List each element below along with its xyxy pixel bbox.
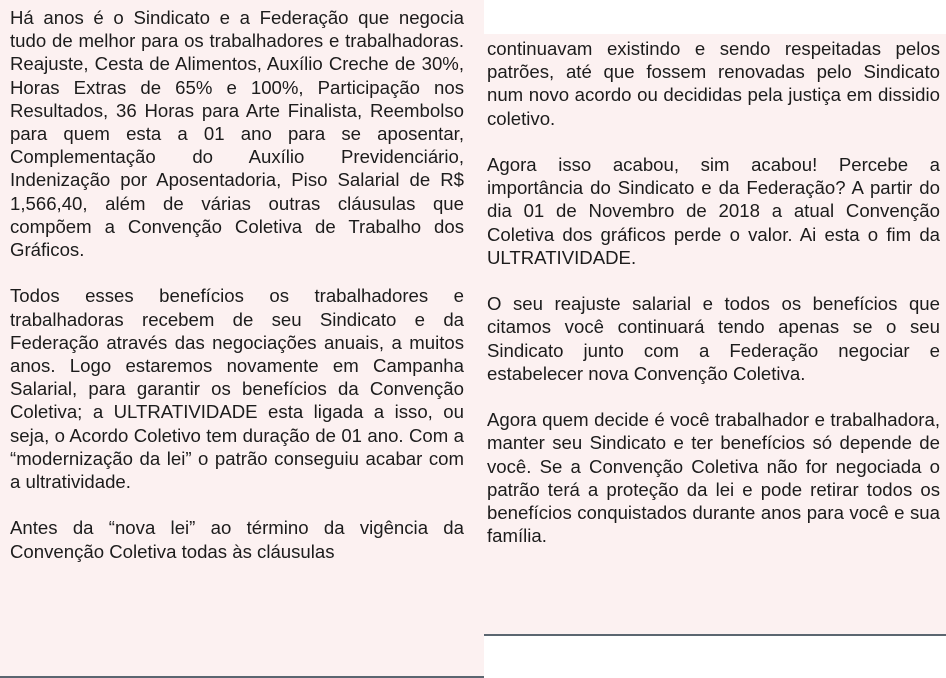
paragraph-benefits-list: Há anos é o Sindicato e a Federação que negocia tudo de melhor para os trabalhadores e trabalhadoras. Reajuste, Cesta de Alimentos, Auxílio Creche de 30%, Horas Extras de 65% e 100%, Participação nos Resultados, 36 Horas para Arte Finalista, Reembolso para quem esta a 01 ano para se aposentar, Complementação do Auxílio Previdenciário, Indenização por Aposentadoria, Piso Salarial de R$ 1,566,40, além de várias outras cláusulas que compõem a Convenção Coletiva de Trabalho dos Gráficos. xyxy=(10,7,464,261)
paragraph-before-new-law: Antes da “nova lei” ao término da vigência da Convenção Coletiva todas às cláusulas xyxy=(10,517,464,562)
paragraph-continuation: continuavam existindo e sendo respeitadas pelos patrões, até que fossem renovadas pelo Sindicato num novo acordo ou decididas pela justiça em dissidio coletivo. xyxy=(487,38,940,129)
paragraph-ultratividade-end: Agora isso acabou, sim acabou! Percebe a importância do Sindicato e da Federação? A partir do dia 01 de Novembro de 2018 a atual Convenção Coletiva dos gráficos perde o valor. Ai esta o fim da ULTRATIVIDADE. xyxy=(487,154,940,268)
paragraph-annual-negotiations: Todos esses benefícios os trabalhadores e trabalhadoras recebem de seu Sindicato e da Federação através das negociações anuais, a muitos anos. Logo estaremos novamente em Campanha Salarial, para garantir os benefícios da Convenção Coletiva; a ULTRATIVIDADE esta ligada a isso, ou seja, o Acordo Coletivo tem duração de 01 ano. Com a “modernização da lei” o patrão conseguiu acabar com a ultratividade. xyxy=(10,285,464,493)
paragraph-who-decides: Agora quem decide é você trabalhador e trabalhadora, manter seu Sindicato e ter benefícios só depende de você. Se a Convenção Coletiva não for negociada o patrão terá a proteção da lei e pode retirar todos os benefícios conquistados durante anos para você e sua família. xyxy=(487,409,940,547)
paragraph-salary-readjustment: O seu reajuste salarial e todos os benefícios que citamos você continuará tendo apenas se o seu Sindicato junto com a Federação negociar e estabelecer nova Convenção Coletiva. xyxy=(487,293,940,384)
right-text-column xyxy=(484,34,946,636)
